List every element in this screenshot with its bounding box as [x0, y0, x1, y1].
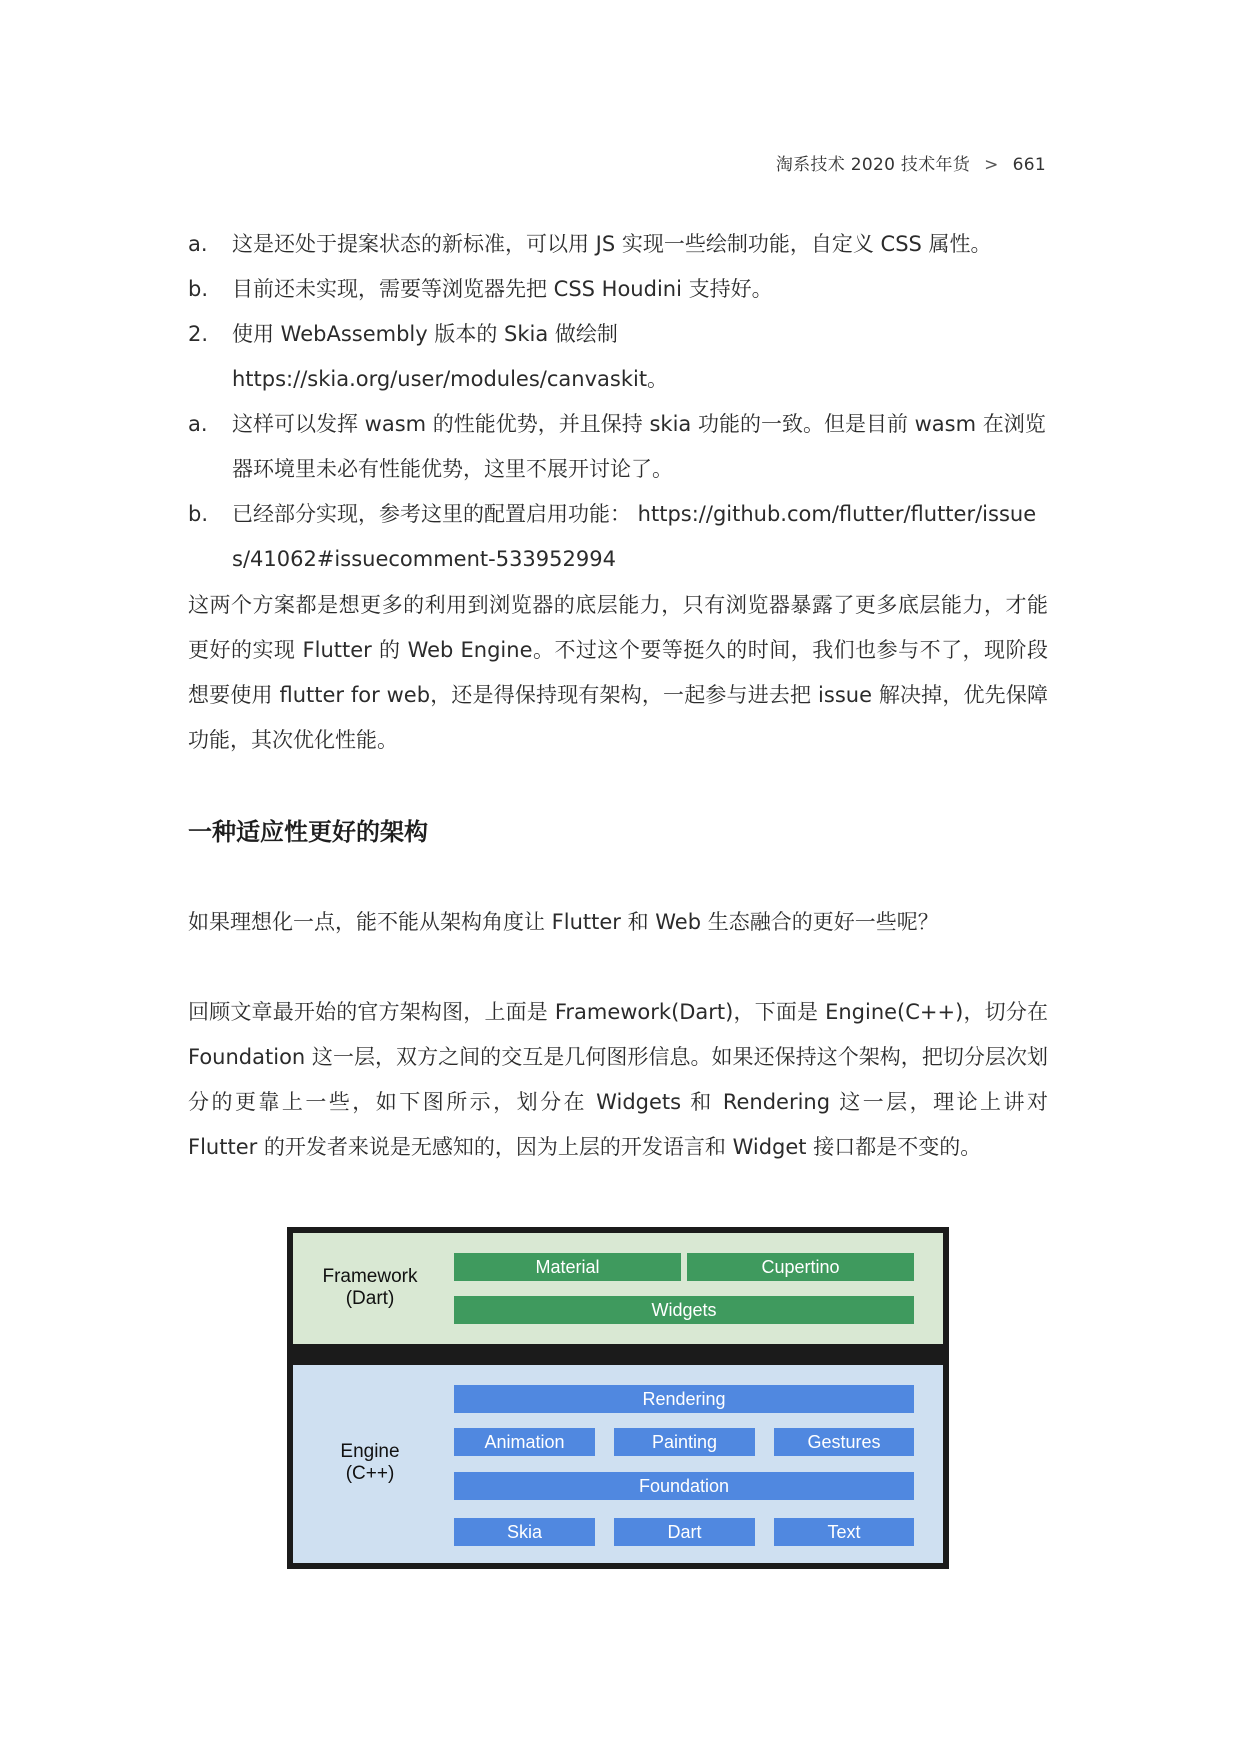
list-item [188, 492, 1048, 582]
list-marker: 2. [188, 322, 209, 346]
list-marker: b. [188, 502, 209, 526]
list-item-text: 这是还处于提案状态的新标准，可以用 JS 实现一些绘制功能，自定义 CSS 属性。 [232, 232, 992, 256]
list-item [188, 312, 1048, 402]
list-item [188, 402, 1048, 492]
list-item-text: 目前还未实现，需要等浏览器先把 CSS Houdini 支持好。 [232, 277, 773, 301]
animation-block: Animation [454, 1428, 595, 1456]
body-paragraph-2: 如果理想化一点，能不能从架构角度让 Flutter 和 Web 生态融合的更好一些呢？ [188, 910, 939, 934]
cupertino-block: Cupertino [687, 1253, 914, 1281]
framework-label: Framework (Dart) [322, 1266, 418, 1309]
option-list [188, 222, 1048, 582]
text-block: Text [774, 1518, 914, 1546]
page-number: 661 [1012, 155, 1046, 175]
widgets-block: Widgets [454, 1296, 914, 1324]
body-paragraph-3: 回顾文章最开始的官方架构图，上面是 Framework(Dart)，下面是 Engine(C++)，切分在 Foundation 这一层，双方之间的交互是几何图形信息。如果还保持这个架构，把切分层次划分的更靠上一些，如下图所示，划分在 Widgets 和 Rendering 这一层，理论上讲对 Flutter 的开发者来说是无感知的，因为上层的开发语言和 Widget 接口都是不变的。 [188, 1000, 1048, 1159]
painting-block: Painting [614, 1428, 755, 1456]
header-separator: > [984, 155, 999, 175]
running-header [776, 150, 1046, 175]
architecture-diagram [287, 1227, 949, 1569]
dart-block: Dart [614, 1518, 755, 1546]
list-item-text: 这样可以发挥 wasm 的性能优势，并且保持 skia 功能的一致。但是目前 wasm 在浏览器环境里未必有性能优势，这里不展开讨论了。 [232, 412, 1046, 481]
skia-block: Skia [454, 1518, 595, 1546]
foundation-block: Foundation [454, 1472, 914, 1500]
list-item [188, 267, 1048, 312]
list-item [188, 222, 1048, 267]
body-paragraph-1: 这两个方案都是想更多的利用到浏览器的底层能力，只有浏览器暴露了更多底层能力，才能更好的实现 Flutter 的 Web Engine。不过这个要等挺久的时间，我们也参与不了，现阶段想要使用 flutter for web，还是得保持现有架构，一起参与进去把 issue 解决掉，优先保障功能，其次优化性能。 [188, 593, 1048, 752]
list-marker: a. [188, 412, 208, 436]
list-item-text: 已经部分实现，参考这里的配置启用功能： https://github.com/flutter/flutter/issues/41062#issuecomment-533952994 [232, 502, 1037, 571]
gestures-block: Gestures [774, 1428, 914, 1456]
engine-label: Engine (C++) [340, 1441, 400, 1484]
framework-layer [293, 1233, 943, 1344]
header-title: 淘系技术 2020 技术年货 [775, 155, 971, 175]
list-item-text: 使用 WebAssembly 版本的 Skia 做绘制 https://skia.org/user/modules/canvaskit。 [232, 322, 669, 391]
section-heading: 一种适应性更好的架构 [188, 818, 428, 846]
list-marker: b. [188, 277, 209, 301]
engine-layer [293, 1365, 943, 1563]
list-marker: a. [188, 232, 208, 256]
rendering-block: Rendering [454, 1385, 914, 1413]
material-block: Material [454, 1253, 681, 1281]
